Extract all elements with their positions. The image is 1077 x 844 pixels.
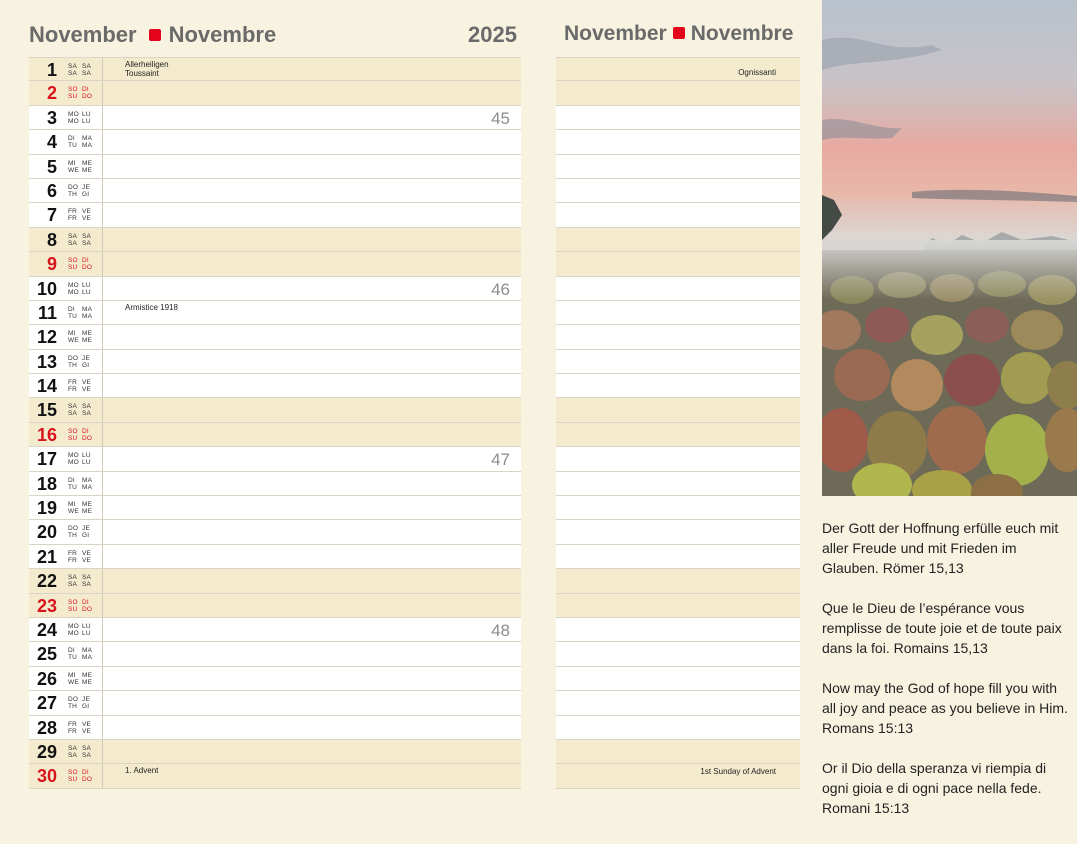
weekday-fr: SA bbox=[82, 574, 92, 582]
landscape-photo bbox=[822, 0, 1077, 496]
weekday-abbreviations bbox=[68, 550, 96, 564]
day-row[interactable] bbox=[29, 618, 521, 642]
verse-french: Que le Dieu de l’espérance vous remplisse de toute joie et de toute paix dans la foi. Romains 15,13 bbox=[822, 600, 1062, 656]
day-row-right[interactable] bbox=[556, 423, 800, 447]
weekday-fr: ME bbox=[82, 501, 93, 509]
weekday-abbreviations bbox=[68, 379, 96, 393]
weekday-fr: VE bbox=[82, 379, 92, 387]
day-row[interactable] bbox=[29, 252, 521, 276]
weekday-it: DO bbox=[82, 776, 93, 784]
day-row[interactable] bbox=[29, 398, 521, 422]
weekday-it: LU bbox=[82, 459, 91, 467]
weekday-en: TU bbox=[68, 654, 78, 662]
day-row[interactable] bbox=[29, 667, 521, 691]
day-number: 11 bbox=[37, 302, 57, 323]
day-number: 29 bbox=[36, 741, 57, 762]
weekday-abbreviations bbox=[68, 769, 96, 783]
weekday-fr: LU bbox=[82, 281, 91, 289]
weekday-de: DI bbox=[68, 135, 75, 143]
week-number: 48 bbox=[491, 620, 510, 640]
weekday-de: MI bbox=[68, 671, 76, 679]
weekday-de: MO bbox=[68, 281, 79, 289]
red-square-icon bbox=[149, 29, 161, 41]
weekday-abbreviations bbox=[68, 574, 96, 588]
day-row[interactable] bbox=[29, 423, 521, 447]
day-row-right[interactable] bbox=[556, 252, 800, 276]
weekday-fr: MA bbox=[82, 305, 93, 313]
weekday-en: TU bbox=[68, 312, 78, 320]
weekday-fr: DI bbox=[82, 86, 89, 94]
day-number: 27 bbox=[36, 693, 57, 714]
column-divider bbox=[102, 520, 103, 543]
weekday-en: WE bbox=[68, 508, 79, 516]
weekday-it: LU bbox=[82, 288, 91, 296]
weekday-de: SO bbox=[68, 427, 78, 435]
weekday-fr: SA bbox=[82, 403, 92, 411]
holiday-note-right: Ognissanti bbox=[738, 68, 776, 77]
day-row[interactable] bbox=[29, 740, 521, 764]
weekday-de: SO bbox=[68, 86, 78, 94]
column-divider bbox=[102, 277, 103, 300]
day-row-right[interactable] bbox=[556, 691, 800, 715]
day-number: 26 bbox=[36, 668, 57, 689]
column-divider bbox=[102, 325, 103, 348]
holiday-note: Allerheiligen Toussaint bbox=[125, 60, 169, 78]
red-square-icon bbox=[673, 27, 685, 39]
weekday-abbreviations bbox=[68, 306, 96, 320]
weekday-de: MO bbox=[68, 452, 79, 460]
day-number: 3 bbox=[46, 107, 57, 128]
day-row-right[interactable] bbox=[556, 179, 800, 203]
day-row[interactable] bbox=[29, 569, 521, 593]
column-divider bbox=[102, 594, 103, 617]
weekday-en: TU bbox=[68, 483, 78, 491]
day-row-right[interactable] bbox=[556, 520, 800, 544]
day-row[interactable] bbox=[29, 472, 521, 496]
column-divider bbox=[102, 179, 103, 202]
month-title-right bbox=[564, 22, 793, 52]
day-number: 10 bbox=[36, 278, 57, 299]
day-row-right[interactable] bbox=[556, 716, 800, 740]
day-row-right[interactable] bbox=[556, 740, 800, 764]
weekday-en: MO bbox=[68, 459, 79, 467]
column-divider bbox=[102, 106, 103, 129]
day-number: 24 bbox=[36, 619, 57, 640]
weekday-it: MA bbox=[82, 312, 93, 320]
weekday-it: SA bbox=[82, 239, 92, 247]
day-row[interactable] bbox=[29, 301, 521, 325]
weekday-it: GI bbox=[82, 361, 90, 369]
day-row[interactable] bbox=[29, 594, 521, 618]
day-row[interactable] bbox=[29, 642, 521, 666]
weekday-it: ME bbox=[82, 337, 93, 345]
weekday-de: MI bbox=[68, 330, 76, 338]
weekday-en: TH bbox=[68, 190, 78, 198]
weekday-abbreviations bbox=[68, 233, 96, 247]
weekday-fr: VE bbox=[82, 208, 92, 216]
weekday-it: VE bbox=[82, 215, 92, 223]
weekday-en: SA bbox=[68, 751, 78, 759]
weekday-fr: SA bbox=[82, 232, 92, 240]
day-row[interactable] bbox=[29, 179, 521, 203]
day-row-right[interactable] bbox=[556, 618, 800, 642]
weekday-en: WE bbox=[68, 166, 79, 174]
day-row-right[interactable] bbox=[556, 228, 800, 252]
day-row-right[interactable] bbox=[556, 106, 800, 130]
weekday-it: ME bbox=[82, 508, 93, 516]
weekday-de: MI bbox=[68, 159, 76, 167]
day-row[interactable] bbox=[29, 545, 521, 569]
day-row[interactable] bbox=[29, 520, 521, 544]
day-number: 28 bbox=[36, 717, 57, 738]
weekday-abbreviations bbox=[68, 623, 96, 637]
weekday-it: SA bbox=[82, 70, 92, 77]
column-divider bbox=[102, 569, 103, 592]
day-row-right[interactable] bbox=[556, 374, 800, 398]
weekday-en: WE bbox=[68, 337, 79, 345]
weekday-fr: ME bbox=[82, 671, 93, 679]
weekday-fr: SA bbox=[82, 744, 92, 752]
day-number: 7 bbox=[46, 205, 57, 226]
weekday-abbreviations bbox=[68, 696, 96, 710]
day-number: 2 bbox=[46, 83, 57, 104]
weekday-it: VE bbox=[82, 386, 92, 394]
day-number: 21 bbox=[36, 546, 57, 567]
column-divider bbox=[102, 398, 103, 421]
month-name-english: November bbox=[564, 22, 667, 45]
weekday-en: TH bbox=[68, 361, 78, 369]
weekday-en: SU bbox=[68, 264, 78, 272]
holiday-note: 1. Advent bbox=[125, 766, 159, 776]
weekday-abbreviations bbox=[68, 599, 96, 613]
weekday-it: DO bbox=[82, 93, 93, 101]
day-row-right[interactable] bbox=[556, 155, 800, 179]
weekday-abbreviations bbox=[68, 111, 96, 125]
column-divider bbox=[102, 716, 103, 739]
weekday-en: WE bbox=[68, 678, 79, 686]
weekday-en: FR bbox=[68, 556, 78, 564]
day-number: 5 bbox=[46, 156, 57, 177]
column-divider bbox=[102, 447, 103, 470]
day-grid-right bbox=[556, 57, 800, 789]
verse-english: Now may the God of hope fill you with all joy and peace as you believe in Him. Romans 15:13 bbox=[822, 680, 1068, 736]
day-row-right[interactable] bbox=[556, 203, 800, 227]
day-row-right[interactable] bbox=[556, 81, 800, 105]
month-title-left bbox=[29, 22, 276, 52]
weekday-de: SO bbox=[68, 769, 78, 777]
weekday-abbreviations bbox=[68, 403, 96, 417]
day-number: 18 bbox=[36, 473, 57, 494]
weekday-it: GI bbox=[82, 532, 90, 540]
day-row[interactable] bbox=[29, 325, 521, 349]
weekday-de: MO bbox=[68, 622, 79, 630]
column-divider bbox=[102, 764, 103, 787]
weekday-it: DO bbox=[82, 264, 93, 272]
column-divider bbox=[102, 203, 103, 226]
weekday-en: TU bbox=[68, 142, 78, 150]
day-row-right[interactable] bbox=[556, 642, 800, 666]
column-divider bbox=[102, 642, 103, 665]
day-row[interactable] bbox=[29, 57, 521, 81]
weekday-fr: DI bbox=[82, 769, 89, 777]
weekday-fr: DI bbox=[82, 257, 89, 265]
day-row[interactable] bbox=[29, 106, 521, 130]
column-divider bbox=[102, 58, 103, 80]
weekday-de: DO bbox=[68, 525, 79, 533]
weekday-fr: LU bbox=[82, 622, 91, 630]
column-divider bbox=[102, 496, 103, 519]
weekday-en: MO bbox=[68, 629, 79, 637]
day-row[interactable] bbox=[29, 716, 521, 740]
weekday-it: DO bbox=[82, 605, 93, 613]
weekday-fr: LU bbox=[82, 110, 91, 118]
weekday-de: SO bbox=[68, 598, 78, 606]
day-row[interactable] bbox=[29, 203, 521, 227]
weekday-it: ME bbox=[82, 678, 93, 686]
weekday-de: SO bbox=[68, 257, 78, 265]
day-row-right[interactable] bbox=[556, 57, 800, 81]
day-row-right[interactable] bbox=[556, 130, 800, 154]
day-number: 1 bbox=[46, 60, 57, 80]
weekday-de: FR bbox=[68, 379, 78, 387]
month-name-french: Novembre bbox=[168, 22, 277, 47]
day-row[interactable] bbox=[29, 691, 521, 715]
weekday-abbreviations bbox=[68, 525, 96, 539]
weekday-de: DO bbox=[68, 354, 79, 362]
weekday-en: MO bbox=[68, 117, 79, 125]
day-number: 14 bbox=[36, 376, 57, 397]
day-number: 15 bbox=[36, 400, 57, 421]
weekday-en: FR bbox=[68, 215, 78, 223]
day-grid-left bbox=[29, 57, 521, 789]
weekday-it: LU bbox=[82, 629, 91, 637]
weekday-en: SU bbox=[68, 434, 78, 442]
holiday-note: Armistice 1918 bbox=[125, 302, 178, 312]
weekday-it: SA bbox=[82, 581, 92, 589]
day-row[interactable] bbox=[29, 81, 521, 105]
weekday-fr: ME bbox=[82, 159, 93, 167]
weekday-fr: JE bbox=[82, 354, 90, 362]
weekday-abbreviations bbox=[68, 257, 96, 271]
weekday-de: SA bbox=[68, 574, 78, 582]
weekday-abbreviations bbox=[68, 721, 96, 735]
weekday-en: FR bbox=[68, 727, 78, 735]
column-divider bbox=[102, 691, 103, 714]
weekday-it: MA bbox=[82, 142, 93, 150]
day-row-right[interactable] bbox=[556, 447, 800, 471]
year-label: 2025 bbox=[468, 22, 517, 47]
weekday-en: SA bbox=[68, 410, 78, 418]
weekday-abbreviations bbox=[68, 452, 96, 466]
weekday-fr: ME bbox=[82, 330, 93, 338]
day-row[interactable] bbox=[29, 496, 521, 520]
column-divider bbox=[102, 374, 103, 397]
day-row-right[interactable] bbox=[556, 594, 800, 618]
day-number: 19 bbox=[36, 498, 57, 519]
day-row-right[interactable] bbox=[556, 569, 800, 593]
day-number: 22 bbox=[36, 571, 57, 592]
verse-german: Der Gott der Hoffnung erfülle euch mit aller Freude und mit Frieden im Glauben. Römer 15,13 bbox=[822, 520, 1059, 576]
day-row-right[interactable] bbox=[556, 667, 800, 691]
weekday-abbreviations bbox=[68, 501, 96, 515]
day-row-right[interactable] bbox=[556, 277, 800, 301]
column-divider bbox=[102, 252, 103, 275]
weekday-abbreviations bbox=[68, 63, 96, 77]
weekday-de: DI bbox=[68, 305, 75, 313]
day-number: 9 bbox=[46, 254, 57, 275]
weekday-de: MO bbox=[68, 110, 79, 118]
weekday-fr: LU bbox=[82, 452, 91, 460]
weekday-en: SA bbox=[68, 70, 78, 77]
weekday-abbreviations bbox=[68, 86, 96, 100]
weekday-en: SA bbox=[68, 239, 78, 247]
weekday-abbreviations bbox=[68, 477, 96, 491]
day-row-right[interactable] bbox=[556, 325, 800, 349]
day-row-right[interactable] bbox=[556, 350, 800, 374]
weekday-de: SA bbox=[68, 744, 78, 752]
weekday-it: MA bbox=[82, 654, 93, 662]
weekday-de: SA bbox=[68, 63, 78, 70]
weekday-de: DO bbox=[68, 183, 79, 191]
weekday-fr: JE bbox=[82, 525, 90, 533]
weekday-it: DO bbox=[82, 434, 93, 442]
day-row-right[interactable] bbox=[556, 496, 800, 520]
weekday-it: SA bbox=[82, 410, 92, 418]
weekday-fr: JE bbox=[82, 183, 90, 191]
day-number: 23 bbox=[36, 595, 57, 616]
column-divider bbox=[102, 81, 103, 104]
weekday-en: TH bbox=[68, 703, 78, 711]
weekday-de: FR bbox=[68, 720, 78, 728]
weekday-it: VE bbox=[82, 556, 92, 564]
weekday-fr: DI bbox=[82, 598, 89, 606]
day-number: 6 bbox=[46, 180, 57, 201]
weekday-de: SA bbox=[68, 403, 78, 411]
column-divider bbox=[102, 545, 103, 568]
day-number: 30 bbox=[36, 766, 57, 787]
day-row[interactable] bbox=[29, 374, 521, 398]
column-divider bbox=[102, 350, 103, 373]
weekday-it: ME bbox=[82, 166, 93, 174]
day-row[interactable] bbox=[29, 228, 521, 252]
weekday-abbreviations bbox=[68, 428, 96, 442]
day-row[interactable] bbox=[29, 350, 521, 374]
weekday-de: DO bbox=[68, 696, 79, 704]
weekday-de: DI bbox=[68, 476, 75, 484]
weekday-it: VE bbox=[82, 727, 92, 735]
column-divider bbox=[102, 130, 103, 153]
day-number: 17 bbox=[36, 449, 57, 470]
day-number: 25 bbox=[36, 644, 57, 665]
column-divider bbox=[102, 618, 103, 641]
weekday-de: MI bbox=[68, 501, 76, 509]
column-divider bbox=[102, 228, 103, 251]
weekday-abbreviations bbox=[68, 355, 96, 369]
weekday-en: SU bbox=[68, 605, 78, 613]
day-number: 16 bbox=[36, 424, 57, 445]
weekday-abbreviations bbox=[68, 647, 96, 661]
weekday-en: SU bbox=[68, 93, 78, 101]
weekday-de: FR bbox=[68, 549, 78, 557]
weekday-abbreviations bbox=[68, 330, 96, 344]
day-row[interactable] bbox=[29, 155, 521, 179]
weekday-it: SA bbox=[82, 751, 92, 759]
weekday-abbreviations bbox=[68, 184, 96, 198]
weekday-abbreviations bbox=[68, 672, 96, 686]
day-row[interactable] bbox=[29, 447, 521, 471]
week-number: 47 bbox=[491, 450, 510, 470]
weekday-it: GI bbox=[82, 190, 90, 198]
day-row-right[interactable] bbox=[556, 472, 800, 496]
weekday-fr: VE bbox=[82, 549, 92, 557]
weekday-en: SA bbox=[68, 581, 78, 589]
day-number: 4 bbox=[46, 132, 57, 153]
column-divider bbox=[102, 740, 103, 763]
weekday-fr: DI bbox=[82, 427, 89, 435]
weekday-fr: MA bbox=[82, 476, 93, 484]
day-row-right[interactable] bbox=[556, 301, 800, 325]
verse-italian: Or il Dio della speranza vi riempia di ogni gioia e di ogni pace nella fede. Romani 15:13 bbox=[822, 760, 1047, 816]
day-number: 12 bbox=[36, 327, 57, 348]
weekday-abbreviations bbox=[68, 208, 96, 222]
weekday-abbreviations bbox=[68, 135, 96, 149]
weekday-en: FR bbox=[68, 386, 78, 394]
column-divider bbox=[102, 667, 103, 690]
weekday-de: FR bbox=[68, 208, 78, 216]
weekday-en: SU bbox=[68, 776, 78, 784]
month-name-german: November bbox=[29, 22, 137, 47]
day-number: 20 bbox=[36, 522, 57, 543]
weekday-abbreviations bbox=[68, 282, 96, 296]
week-number: 45 bbox=[491, 108, 510, 128]
day-row[interactable] bbox=[29, 277, 521, 301]
weekday-it: MA bbox=[82, 483, 93, 491]
weekday-fr: VE bbox=[82, 720, 92, 728]
holiday-note-right: 1st Sunday of Advent bbox=[700, 767, 776, 777]
weekday-fr: MA bbox=[82, 647, 93, 655]
day-row-right[interactable] bbox=[556, 764, 800, 788]
day-row-right[interactable] bbox=[556, 545, 800, 569]
week-number: 46 bbox=[491, 279, 510, 299]
day-row-right[interactable] bbox=[556, 398, 800, 422]
weekday-fr: JE bbox=[82, 696, 90, 704]
column-divider bbox=[102, 301, 103, 324]
weekday-fr: SA bbox=[82, 63, 92, 70]
weekday-en: MO bbox=[68, 288, 79, 296]
column-divider bbox=[102, 155, 103, 178]
weekday-it: LU bbox=[82, 117, 91, 125]
weekday-it: GI bbox=[82, 703, 90, 711]
day-row[interactable] bbox=[29, 130, 521, 154]
column-divider bbox=[102, 423, 103, 446]
day-row[interactable] bbox=[29, 764, 521, 788]
weekday-abbreviations bbox=[68, 745, 96, 759]
column-divider bbox=[102, 472, 103, 495]
weekday-de: SA bbox=[68, 232, 78, 240]
weekday-fr: MA bbox=[82, 135, 93, 143]
day-number: 8 bbox=[46, 229, 57, 250]
weekday-de: DI bbox=[68, 647, 75, 655]
month-name-italian: Novembre bbox=[690, 22, 794, 45]
day-number: 13 bbox=[36, 351, 57, 372]
bible-verses bbox=[822, 518, 1072, 838]
weekday-en: TH bbox=[68, 532, 78, 540]
weekday-abbreviations bbox=[68, 160, 96, 174]
